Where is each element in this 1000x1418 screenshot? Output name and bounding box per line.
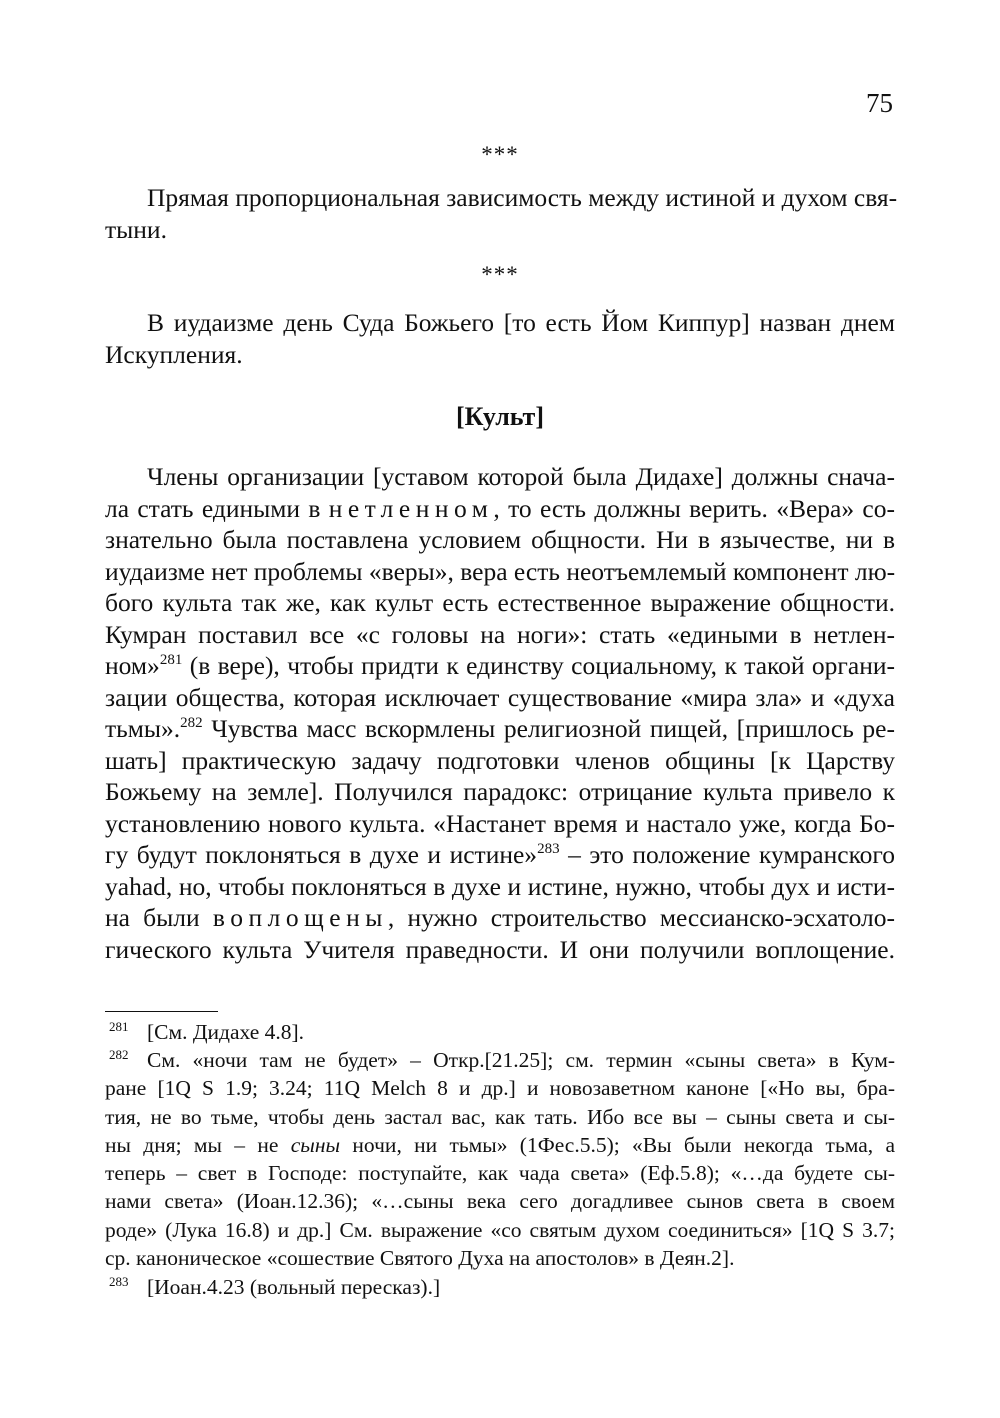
section-heading: [Культ] (456, 402, 544, 431)
text-line: теперь – свет в Господе: поступайте, как чада света» (Еф.5.8); «…да будете сы- (105, 1161, 895, 1186)
paragraph-1 (105, 182, 898, 245)
section-separator: *** (481, 142, 519, 167)
page-number: 75 (866, 88, 893, 118)
text-line: ном»$^{281}$ (в вере), чтобы придти к единству социальному, к такой органи- (105, 651, 895, 680)
text-line: бого культа так же, как культ есть естественное выражение общности. (105, 588, 895, 617)
text-line: нами света» (Иоан.12.36); «…сыны века сего догадливее сынов света в своем (105, 1189, 895, 1214)
text-line: ране [1Q S 1.9; 3.24; 11Q Melch 8 и др.] и новозаветном каноне [«Но вы, бра- (105, 1076, 895, 1101)
text-line: В иудаизме день Суда Божьего [то есть Йом Киппур] назван днем (147, 308, 895, 337)
footnote-ref: 283 (537, 841, 560, 857)
text-line: иудаизме нет проблемы «веры», вера есть неотъемлемый компонент лю- (105, 556, 896, 586)
text-line: ср. каноническое «сошествие Святого Духа на апостолов» в Деян.2]. (105, 1246, 735, 1271)
section-separator: *** (481, 262, 519, 287)
footnote-283: $^{283}$ [Иоан.4.23 (вольный пересказ).] (109, 1274, 441, 1299)
text-line: гического культа Учителя праведности. И они получили воплощение. (105, 934, 895, 964)
text-line: ны дня; мы – не сыны ночи, ни тьмы» (1Фес.5.5); «Вы были некогда тьма, а (105, 1132, 896, 1157)
footnote-rule (105, 1011, 218, 1012)
footnote-ref: 282 (180, 715, 203, 731)
text-line: Искупления. (105, 339, 243, 369)
text-line: установлению нового культа. «Настанет время и настало уже, когда Бо- (105, 808, 895, 838)
footnote-ref: 281 (159, 652, 183, 668)
text-line: тия, не во тьме, чтобы день застал вас, как тать. Ибо все вы – сыны света и сы- (105, 1104, 895, 1129)
text-line: Члены организации [уставом которой была Дидахе] должны снача- (147, 462, 895, 491)
footnote-281: $^{281}$ [См. Дидахе 4.8]. (109, 1019, 305, 1044)
text-line: тыни. (105, 214, 167, 244)
text-line: yahad, но, чтобы поклоняться в духе и истине, нужно, чтобы дух и исти- (105, 871, 895, 901)
text-line: шать] практическую задачу подготовки членов общины [к Царству (105, 745, 895, 775)
footnote-282: $^{282}$ См. «ночи там не будет» – Откр.[21.25]; см. термин «сыны света» в Кум- ране [1Q S 1.9; 3.24; 11Q Melch 8 и др.] и новозаветном каноне [«Но вы, бра- тия, не во тьме, чтобы день застал вас, как тать. Ибо все вы – сыны света и сы- ны дня; мы – не сыны ночи, ни тьмы» (1Фес.5.5); «Вы были некогда тьма, а теперь – свет в Господе: поступайте, как чада света» (Еф.5.8); «…да будете сы- нами света» (Иоан.12.36); «…сыны века сего догадливее сынов света в своем роде» (Лука 16.8) и др.] См. выражение «со святым духом соединиться» [1Q S 3.7; ср. каноническое «сошествие Святого Духа на апостолов» в Деян.2]. (105, 1046, 895, 1272)
text-line: Прямая пропорциональная зависимость между истиной и духом свя- (147, 183, 898, 212)
emphasis-spaced: нетленном (328, 493, 494, 523)
main-paragraph (105, 461, 895, 965)
text-line: ла стать едиными в нетленном, то есть должны верить. «Вера» со- (105, 493, 895, 523)
text-line: Кумран поставил все «с головы на ноги»: стать «едиными в нетлен- (105, 619, 895, 649)
text-line: гу будут поклоняться в духе и истине»$^{283}$ – это положение кумранского (105, 840, 895, 869)
text-line: знательно была поставлена условием общности. Ни в язычестве, ни в (105, 525, 895, 554)
text-line: Божьему на земле]. Получился парадокс: отрицание культа привело к (105, 777, 895, 806)
text-line: тьмы».$^{282}$ Чувства масс вскормлены религиозной пищей, [пришлось ре- (105, 714, 895, 743)
text-line: зации общества, которая исключает существование «мира зла» и «духа (105, 682, 895, 712)
text-line: на были воплощены, нужно строительство мессианско-эсхатоло- (105, 903, 895, 932)
paragraph-2 (105, 307, 895, 370)
emphasis-spaced: воплощены (212, 903, 388, 932)
text-line: роде» (Лука 16.8) и др.] См. выражение «со святым духом соединиться» [1Q S 3.7; (105, 1217, 895, 1242)
emphasis-italic: сыны (290, 1132, 341, 1157)
